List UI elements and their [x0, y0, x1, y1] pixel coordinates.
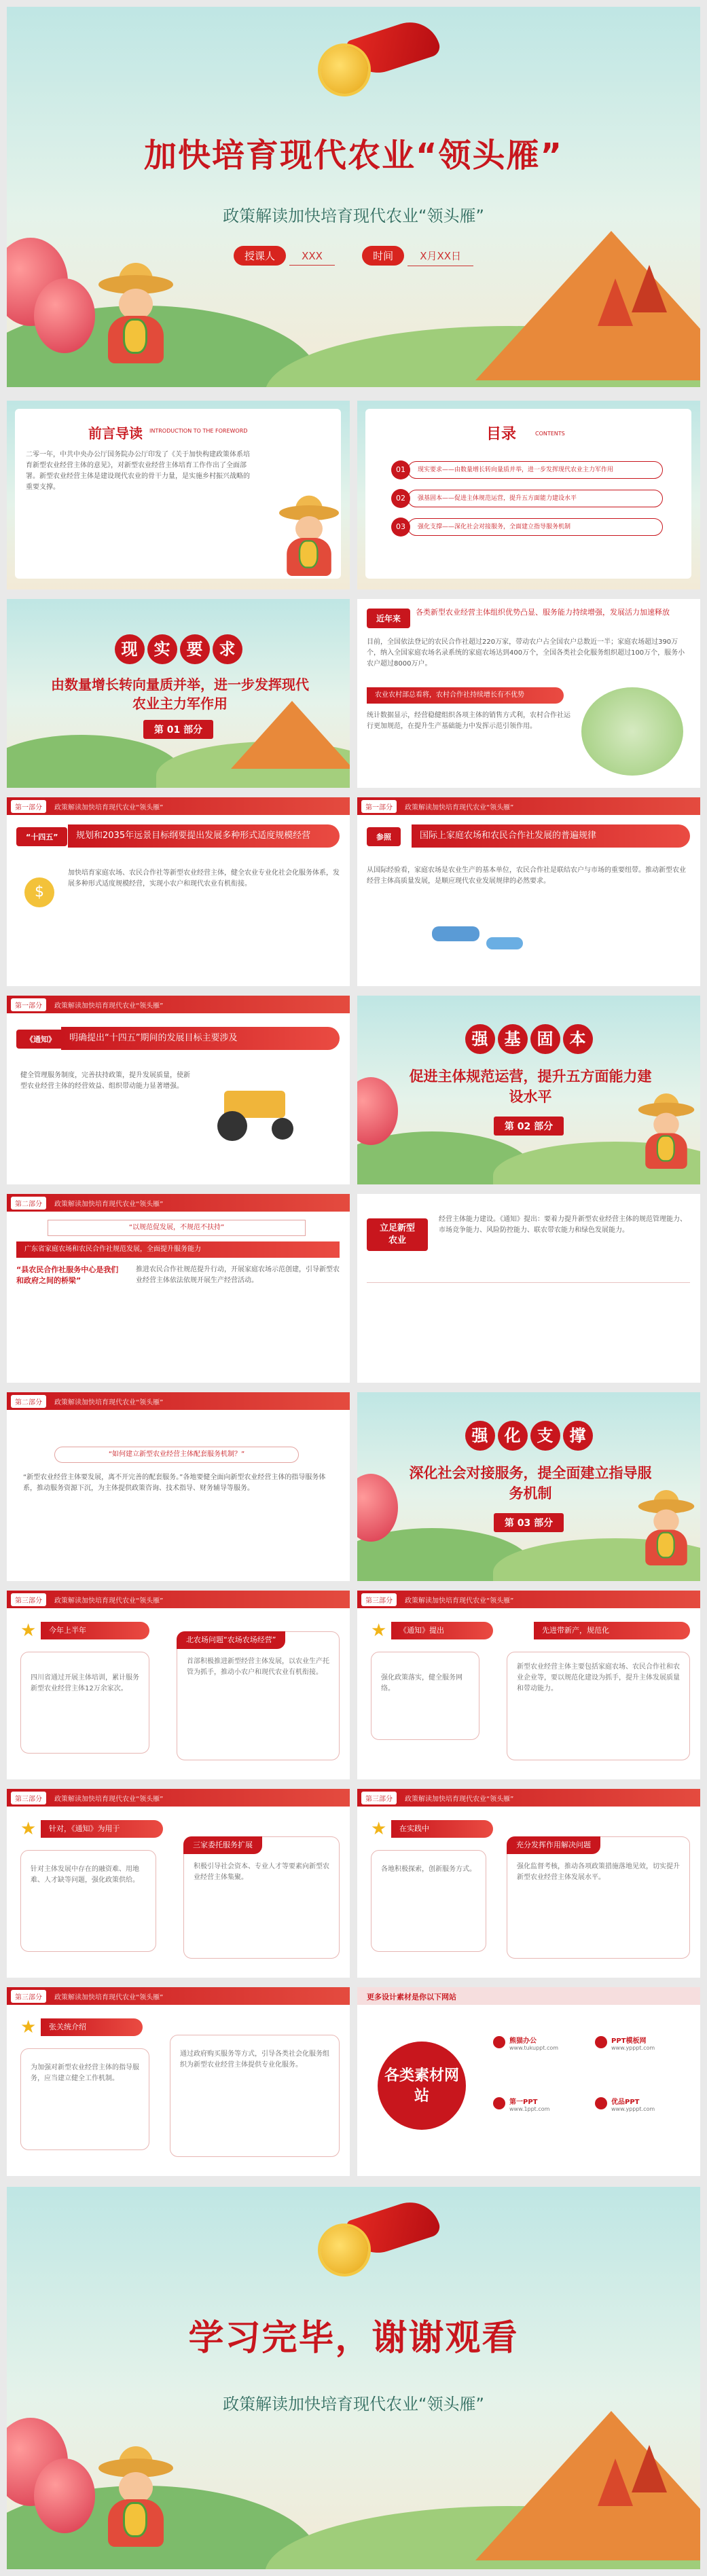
contents-item[interactable]: 03 强化支撑——深化社会对接服务，全面建立指导服务机制	[391, 518, 663, 537]
preface-title-en: INTRODUCTION TO THE FOREWORD	[149, 428, 248, 434]
fruit-decoration	[34, 2459, 95, 2533]
preface-body: 二零一年，中共中央办公厅国务院办公厅印发了《关于加快构建政策体系培育新型农业经营主体的意见》，对新型农业经营主体培育工作作出了全面部署。新型农业经营主体是建设现代农业的骨干力量，是实施乡村振兴战略的重要支撑。	[26, 451, 250, 491]
l9-card2: 三家委托服务扩展 积极引导社会资本、专业人才等要素向新型农业经营主体集聚。	[183, 1836, 340, 1959]
section-03-slide	[357, 1392, 700, 1581]
r9-card: 各地积极探索，创新服务方式。	[371, 1850, 486, 1952]
cover-subtitle: 政策解读加快培育现代农业“领头雁”	[223, 206, 484, 225]
farmer-illustration	[638, 1500, 695, 1571]
l5-label: 《通知》	[16, 1030, 65, 1049]
fruit-decoration	[34, 278, 95, 353]
l9-card: 针对主体发展中存在的融资难、用地难、人才缺等问题，强化政策供给。	[20, 1850, 156, 1952]
contents-title: 目录	[486, 426, 517, 443]
slide-l5: 第一部分 政策解读加快培育现代农业“领头雁” 《通知》 明确提出“十四五”期间的发展目标主要涉及 健全管理服务制度，完善扶持政策，提升发展质量，使新型农业经营主体的经营效益、组织带动能力显著增强。	[7, 996, 350, 1184]
slide-l8: 第三部分 政策解读加快培育现代农业“领头雁” ★ 今年上半年 四川省通过开展主体培训，累计服务新型农业经营主体12万余家次。 北农场问题“农场农场经营” 首部积极推进新型经营主体发展，以农业生产托管为抓手，推动小农户和现代农业有机衔接。	[7, 1591, 350, 1779]
l10-card: 为加强对新型农业经营主体的指导服务，应当建立健全工作机制。	[20, 2048, 149, 2150]
ending-subtitle: 政策解读加快培育现代农业“领头雁”	[223, 2395, 484, 2414]
star-icon: ★	[20, 2017, 37, 2037]
section-01-part: 第 01 部分	[7, 720, 350, 739]
l4-label: “十四五”	[16, 827, 67, 846]
resource-header: 更多设计素材是你以下网站	[367, 1993, 456, 2001]
r4-heading: 国际上家庭农场和农民合作社发展的普遍规律	[412, 824, 690, 848]
section-02-part: 第 02 部分	[357, 1117, 700, 1136]
section-02-tag: 强 基 固 本	[357, 1024, 700, 1054]
site-icon	[595, 2036, 607, 2048]
contents-list	[391, 460, 663, 537]
l9-label: 针对，《通知》为用于	[41, 1820, 163, 1838]
star-icon: ★	[371, 1819, 387, 1839]
r6-label: 立足新型农业	[367, 1218, 428, 1251]
resource-site[interactable]: 优品PPT www.ypppt.com	[595, 2096, 690, 2112]
r3-body2: 统计数据显示，经营稳健组织各项主体的销售方式利，农村合作社运行更加规范，在提升生产基础能力中发挥示范引领作用。	[367, 712, 570, 730]
r3-heading: 各类新型农业经营主体组织优势凸显、服务能力持续增强，发展活力加速释放	[416, 608, 670, 617]
resource-site[interactable]: 第一PPT www.1ppt.com	[493, 2096, 588, 2112]
section-03-part: 第 03 部分	[357, 1513, 700, 1532]
r8-card: 强化政策落实，健全服务网络。	[371, 1652, 479, 1740]
slide-r4: 第一部分 政策解读加快培育现代农业“领头雁” 参照 国际上家庭农场和农民合作社发展的普遍规律 从国际经验看，家庭农场是农业生产的基本单位，农民合作社是联结农户与市场的重要纽带。推动新型农业经营主体高质量发展，是顺应现代农业发展规律的必然要求。	[357, 797, 700, 986]
l6-quote: “以规范促发展，不规范不扶持”	[48, 1220, 306, 1236]
l7-quote: “如何建立新型农业经营主体配套服务机制？”	[54, 1447, 299, 1463]
preface-slide	[7, 401, 350, 589]
speaker-value: XXX	[289, 247, 335, 266]
slide-l10: 第三部分 政策解读加快培育现代农业“领头雁” ★ 张关统介绍 为加强对新型农业经营主体的指导服务，应当建立健全工作机制。 通过政府购买服务等方式，引导各类社会化服务组织为新型农业经营主体提供专业化服务。	[7, 1987, 350, 2176]
l7-body: “新型农业经营主体要发展，离不开完善的配套服务。”各地要健全面向新型农业经营主体的指导服务体系，推动服务资源下沉，为主体提供政策咨询、技术指导、财务辅导等服务。	[23, 1474, 326, 1492]
section-02-title: 促进主体规范运营，提升五方面能力建设水平	[409, 1068, 652, 1105]
site-icon	[493, 2036, 505, 2048]
speaker-label: 授课人	[234, 246, 286, 266]
party-emblem-icon	[321, 2226, 368, 2274]
r3-body: 目前，全国依法登记的农民合作社超过220万家，带动农户占全国农户总数近一半；家庭农场超过390万个，纳入全国家庭农场名录系统的家庭农场达到400万个，全国各类社会化服务组织超过100万个，服务小农户超过8000万户。	[367, 638, 685, 668]
drone-icon	[486, 937, 523, 949]
section-03-tag: 强 化 支 撑	[357, 1421, 700, 1451]
star-icon: ★	[371, 1620, 387, 1641]
resource-site[interactable]: PPT模板网 www.ypppt.com	[595, 2035, 690, 2051]
resource-slide	[357, 1987, 700, 2176]
site-icon	[595, 2097, 607, 2109]
ending-title: 学习完毕，谢谢观看	[188, 2318, 519, 2359]
slide-l7: 第二部分 政策解读加快培育现代农业“领头雁” “如何建立新型农业经营主体配套服务机制？” “新型农业经营主体要发展，离不开完善的配套服务。”各地要健全面向新型农业经营主体的指导服务体系，推动服务资源下沉，为主体提供政策咨询、技术指导、财务辅导等服务。	[7, 1392, 350, 1581]
contents-item[interactable]: 01 现实要求——由数量增长转向量质并举，进一步发挥现代农业主力军作用	[391, 460, 663, 479]
star-icon: ★	[20, 1620, 37, 1641]
l4-heading: 规划和2035年远景目标纲要提出发展多种形式适度规模经营	[68, 824, 340, 848]
resource-circle: 各类素材网站	[378, 2042, 466, 2130]
farmer-illustration	[638, 1103, 695, 1174]
r3-heading2: 农业农村部总看将，农村合作社持续增长有不优势	[367, 687, 564, 704]
slide-r3	[357, 599, 700, 788]
l4-body: 加快培育家庭农场、农民合作社等新型农业经营主体，健全农业专业化社会化服务体系，发展多种形式适度规模经营，实现小农户和现代农业有机衔接。	[68, 869, 340, 888]
time-value: X月XX日	[407, 246, 473, 266]
cover-slide	[7, 7, 700, 387]
l5-body: 健全管理服务制度，完善扶持政策，提升发展质量，使新型农业经营主体的经营效益、组织带动能力显著增强。	[20, 1072, 190, 1090]
l8-label: 今年上半年	[41, 1622, 149, 1639]
contents-slide	[357, 401, 700, 589]
cover-info	[7, 246, 700, 266]
site-icon	[493, 2097, 505, 2109]
l10-label: 张关统介绍	[41, 2018, 143, 2036]
l6-callout: “县农民合作社服务中心是我们和政府之间的桥梁”	[16, 1265, 119, 1285]
r8-label: 《通知》提出	[391, 1622, 493, 1639]
slide-r9: 第三部分 政策解读加快培育现代农业“领头雁” ★ 在实践中 各地积极探索，创新服务方式。 充分发挥作用解决问题 强化监督考核，推动各项政策措施落地见效，切实提升新型农业经营主体发展水平。	[357, 1789, 700, 1978]
time-label: 时间	[362, 246, 404, 266]
r4-body: 从国际经验看，家庭农场是农业生产的基本单位，农民合作社是联结农户与市场的重要纽带。推动新型农业经营主体高质量发展，是顺应现代农业发展规律的必然要求。	[367, 867, 686, 885]
tractor-illustration	[211, 1077, 312, 1138]
l8-card: 四川省通过开展主体培训，累计服务新型农业经营主体12万余家次。	[20, 1652, 149, 1754]
r8-card2: 新型农业经营主体主要包括家庭农场、农民合作社和农业企业等，要以规范化建设为抓手，提升主体发展质量和带动能力。	[507, 1652, 690, 1760]
farmer-illustration	[98, 2459, 173, 2554]
cover-title: 加快培育现代农业“领头雁”	[143, 137, 564, 175]
section-03-title: 深化社会对接服务，提全面建立指导服务机制	[409, 1465, 652, 1502]
section-01-tag: 现 实 要 求	[7, 634, 350, 664]
r9-label: 在实践中	[391, 1820, 493, 1838]
farmer-illustration	[98, 275, 173, 370]
coin-icon: $	[24, 877, 54, 907]
slide-r6	[357, 1194, 700, 1383]
l8-card2: 北农场问题“农场农场经营” 首部积极推进新型经营主体发展，以农业生产托管为抓手，推动小农户和现代农业有机衔接。	[177, 1631, 340, 1760]
slide-r8: 第三部分 政策解读加快培育现代农业“领头雁” ★ 《通知》提出 强化政策落实，健全服务网络。 先进带新产，规范化 新型农业经营主体主要包括家庭农场、农民合作社和农业企业等，要以规范化建设为抓手，提升主体发展质量和带动能力。	[357, 1591, 700, 1779]
preface-title: 前言导读	[88, 425, 143, 441]
contents-item[interactable]: 02 强基固本——促进主体规范运营，提升五方面能力建设水平	[391, 489, 663, 508]
slide-l9: 第三部分 政策解读加快培育现代农业“领头雁” ★ 针对，《通知》为用于 针对主体发展中存在的融资难、用地难、人才缺等问题，强化政策供给。 三家委托服务扩展 积极引导社会资本、专业人才等要素向新型农业经营主体集聚。	[7, 1789, 350, 1978]
star-icon: ★	[20, 1819, 37, 1839]
drone-icon	[432, 926, 479, 941]
l5-heading: 明确提出“十四五”期间的发展目标主要涉及	[61, 1027, 340, 1050]
contents-title-en: CONTENTS	[535, 431, 565, 437]
l6-heading: 广东省家庭农场和农民合作社规范发展，全面提升服务能力	[16, 1241, 340, 1258]
farmer-illustration	[279, 505, 339, 581]
resource-site[interactable]: 熊猫办公 www.tukuppt.com	[493, 2035, 588, 2051]
l10-card2: 通过政府购买服务等方式，引导各类社会化服务组织为新型农业经营主体提供专业化服务。	[170, 2035, 340, 2157]
r6-body: 经营主体能力建设。《通知》提出：要着力提升新型农业经营主体的规范管理能力、市场竞争能力、风险防控能力、联农带农能力和绿色发展能力。	[439, 1216, 687, 1234]
section-01-slide	[7, 599, 350, 788]
r8-label2: 先进带新产，规范化	[534, 1622, 690, 1639]
ending-slide	[7, 2187, 700, 2569]
slide-l6: 第二部分 政策解读加快培育现代农业“领头雁” “以规范促发展，不规范不扶持” 广东省家庭农场和农民合作社规范发展，全面提升服务能力 “县农民合作社服务中心是我们和政府之间的桥梁” 推进农民合作社规范提升行动，开展家庭农场示范创建，引导新型农业经营主体依法依规开展生产经营活动。	[7, 1194, 350, 1383]
party-emblem-icon	[321, 46, 368, 94]
section-01-title: 由数量增长转向量质并举，进一步发挥现代农业主力军作用	[51, 676, 309, 712]
slide-l4: 第一部分 政策解读加快培育现代农业“领头雁” “十四五” 规划和2035年远景目标纲要提出发展多种形式适度规模经营 $ 加快培育家庭农场、农民合作社等新型农业经营主体，健全农业专业化社会化服务体系，发展多种形式适度规模经营，实现小农户和现代农业有机衔接。	[7, 797, 350, 986]
farmland-image	[581, 687, 683, 776]
r9-card2: 充分发挥作用解决问题 强化监督考核，推动各项政策措施落地见效，切实提升新型农业经营主体发展水平。	[507, 1836, 690, 1959]
l6-body: 推进农民合作社规范提升行动，开展家庭农场示范创建，引导新型农业经营主体依法依规开展生产经营活动。	[136, 1266, 340, 1284]
section-02-slide	[357, 996, 700, 1184]
r3-label: 近年来	[367, 609, 410, 628]
r4-label: 参照	[367, 827, 401, 846]
